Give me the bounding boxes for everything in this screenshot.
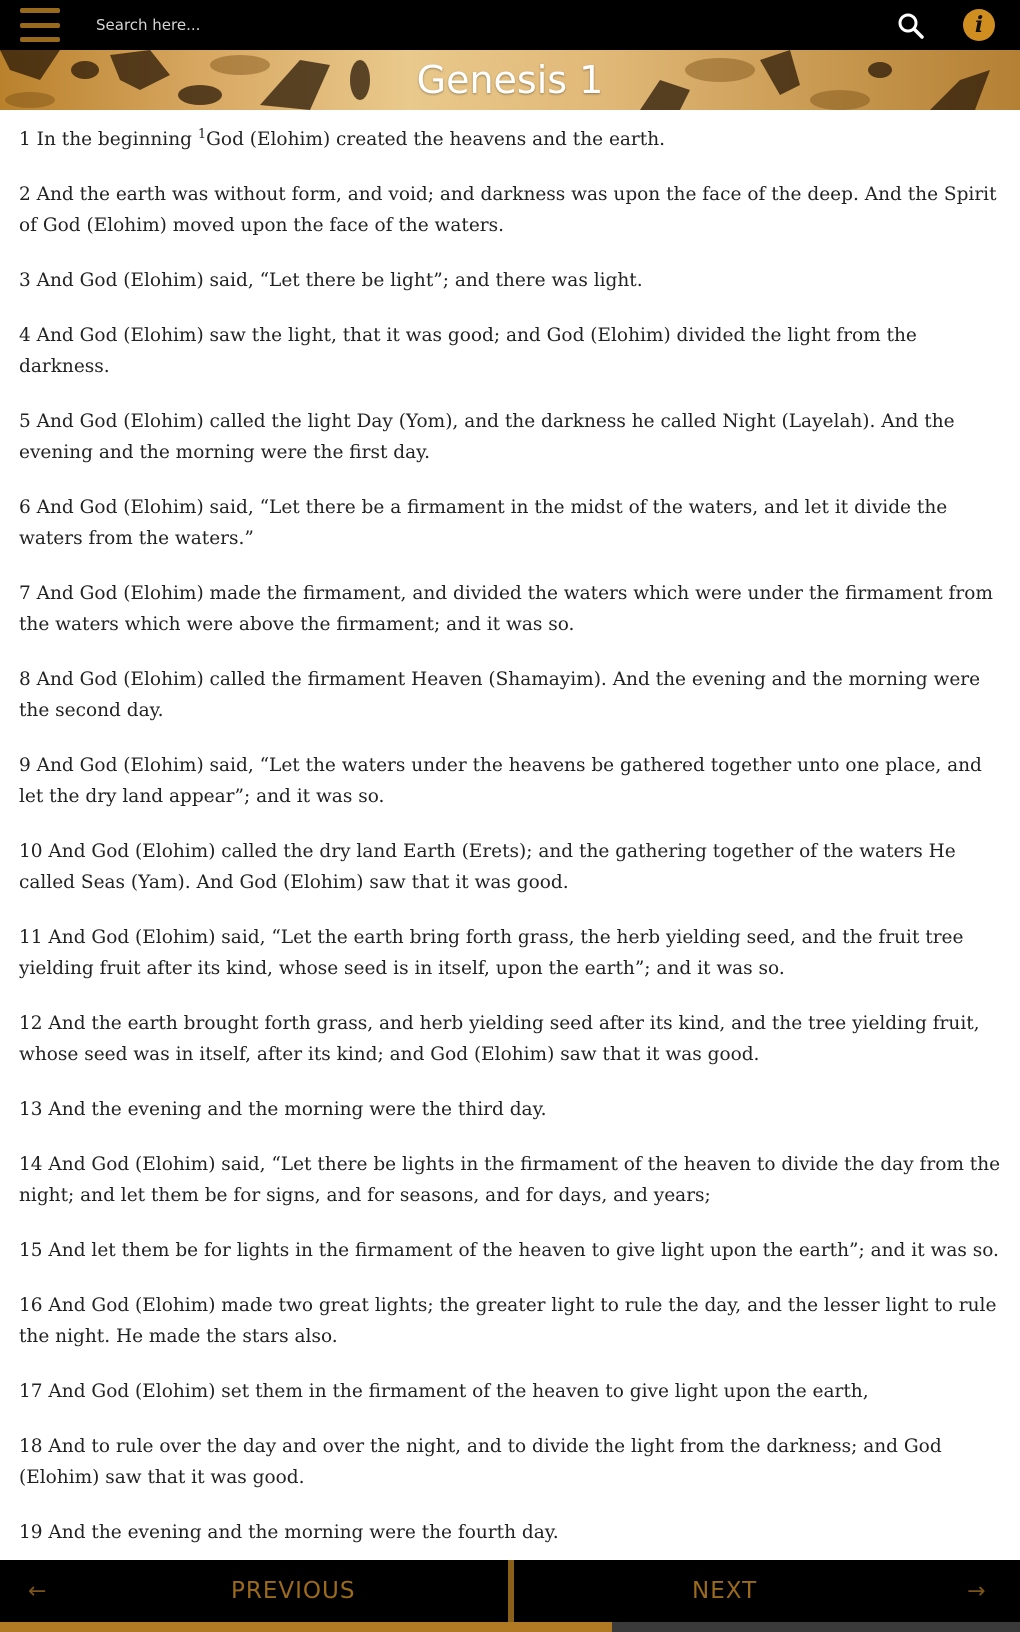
verse-paragraph: 3 And God (Elohim) said, “Let there be light”; and there was light. [19, 270, 643, 291]
verse-paragraph: 4 And God (Elohim) saw the light, that it was good; and God (Elohim) divided the light from the darkness. [19, 325, 917, 377]
hamburger-menu-icon[interactable] [20, 8, 60, 42]
verse-paragraph: 13 And the evening and the morning were the third day. [19, 1099, 547, 1120]
verse-paragraph: 2 And the earth was without form, and void; and darkness was upon the face of the deep. And the Spirit of God (Elohim) moved upon the face of the waters. [19, 184, 997, 236]
menu-line [20, 37, 60, 42]
verse-paragraph: 9 And God (Elohim) said, “Let the waters under the heavens be gathered together unto one place, and let the dry land appear”; and it was so. [19, 755, 982, 807]
menu-line [20, 23, 60, 28]
reading-progress-fill [0, 1622, 612, 1632]
previous-label: PREVIOUS [231, 1578, 356, 1604]
verse-paragraph: 5 And God (Elohim) called the light Day (Yom), and the darkness he called Night (Layelah). And the evening and the morning were the first day. [19, 411, 955, 463]
verse-paragraph: 17 And God (Elohim) set them in the firmament of the heaven to give light upon the earth, [19, 1381, 869, 1402]
next-label: NEXT [692, 1578, 758, 1604]
verse-paragraph [0, 124, 1020, 155]
verse-paragraph: 7 And God (Elohim) made the firmament, and divided the waters which were under the firmament from the waters which were above the firmament; and it was so. [19, 583, 993, 635]
arrow-left-icon: ← [28, 1578, 47, 1604]
verse-paragraph: 10 And God (Elohim) called the dry land Earth (Erets); and the gathering together of the waters He called Seas (Yam). And God (Elohim) saw that it was good. [19, 841, 956, 893]
verse-paragraph: 19 And the evening and the morning were the fourth day. [19, 1522, 559, 1543]
verse-paragraph: 12 And the earth brought forth grass, and herb yielding seed after its kind, and the tree yielding fruit, whose seed was in itself, after its kind; and God (Elohim) saw that it was good. [19, 1013, 980, 1065]
search-icon[interactable] [896, 11, 926, 41]
verse-paragraph: 18 And to rule over the day and over the night, and to divide the light from the darkness; and God (Elohim) saw that it was good. [19, 1436, 942, 1488]
chapter-banner [0, 50, 1020, 110]
verse-paragraph: 6 And God (Elohim) said, “Let there be a firmament in the midst of the waters, and let it divide the waters from the waters.” [19, 497, 948, 549]
reading-progress-bar [0, 1622, 1020, 1632]
search-input[interactable] [88, 10, 884, 40]
info-icon[interactable]: i [963, 9, 995, 41]
arrow-right-icon: → [967, 1578, 986, 1604]
bottom-navigation [0, 1560, 1020, 1622]
verse-text: 1 In the beginning [19, 129, 198, 150]
footnote-marker[interactable]: 1 [197, 126, 207, 142]
top-app-bar [0, 0, 1020, 50]
previous-chapter-button[interactable] [0, 1560, 508, 1622]
menu-line [20, 8, 60, 13]
chapter-title: Genesis 1 [416, 58, 604, 102]
verse-text: God (Elohim) created the heavens and the earth. [206, 129, 665, 150]
verse-paragraph: 16 And God (Elohim) made two great lights; the greater light to rule the day, and the lesser light to rule the night. He made the stars also. [19, 1295, 997, 1347]
verse-paragraph: 14 And God (Elohim) said, “Let there be lights in the firmament of the heaven to divide the day from the night; and let them be for signs, and for seasons, and for days, and years; [19, 1154, 1001, 1206]
verse-list[interactable] [0, 110, 1020, 1560]
next-chapter-button[interactable] [514, 1560, 1020, 1622]
verse-paragraph: 15 And let them be for lights in the firmament of the heaven to give light upon the earth”; and it was so. [19, 1240, 999, 1261]
verse-paragraph: 11 And God (Elohim) said, “Let the earth bring forth grass, the herb yielding seed, and the fruit tree yielding fruit after its kind, whose seed is in itself, upon the earth”; and it was so. [19, 927, 964, 979]
verse-paragraph: 8 And God (Elohim) called the firmament Heaven (Shamayim). And the evening and the morning were the second day. [19, 669, 981, 721]
